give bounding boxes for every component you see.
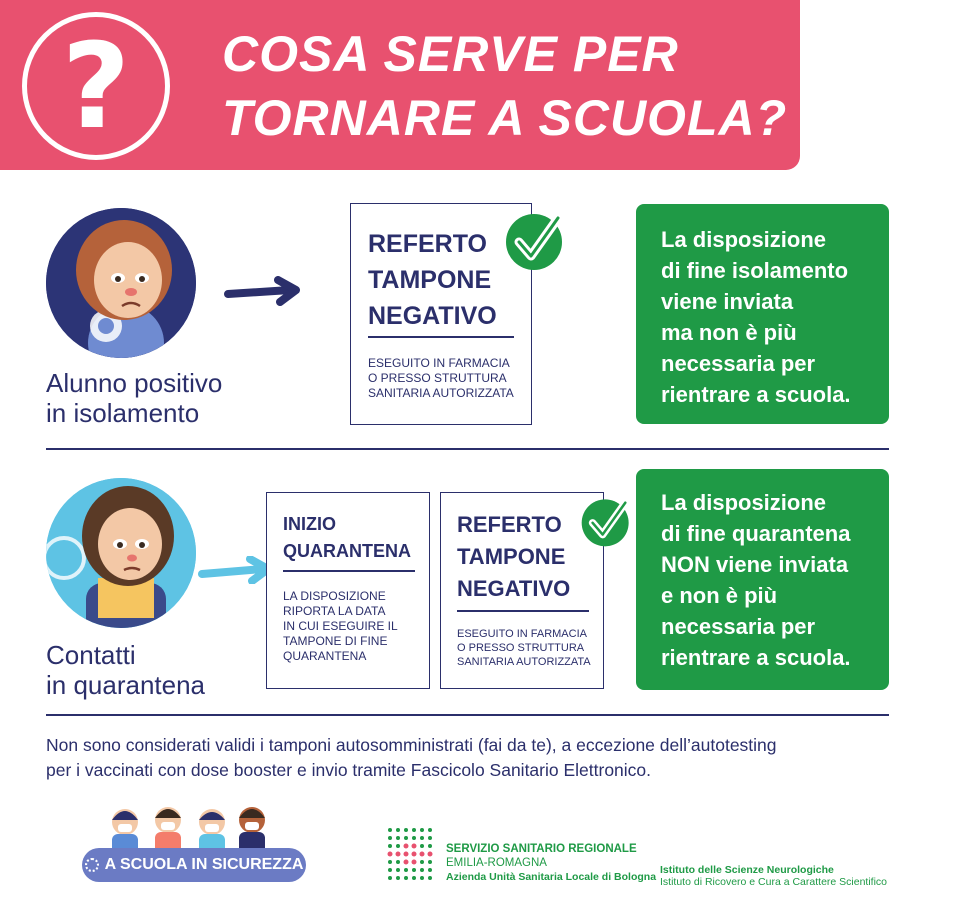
page-title	[222, 22, 787, 150]
checkmark-icon	[580, 496, 632, 548]
card-title: INIZIO QUARANTENA	[283, 514, 411, 561]
section-divider	[46, 714, 889, 716]
title-line-2: TORNARE A SCUOLA?	[222, 90, 788, 146]
sick-student-illustration	[46, 208, 196, 358]
card-title: REFERTO TAMPONE NEGATIVO	[457, 512, 571, 601]
section-divider	[46, 448, 889, 450]
quarantine-start-card	[266, 492, 430, 689]
checkmark-icon	[504, 210, 566, 272]
header-banner	[0, 0, 800, 170]
isolation-result-box: La disposizione di fine isolamento viene inviata ma non è più necessaria per rientrare a scuola.	[636, 204, 889, 424]
footer-note: Non sono considerati validi i tamponi autosomministrati (fai da te), a eccezione dell’autotesting per i vaccinati con dose booster e invio tramite Fascicolo Sanitario Elettronico.	[46, 735, 777, 780]
arrow-right-icon	[198, 556, 274, 584]
arrow-right-icon	[224, 276, 302, 306]
masked-children-illustration	[100, 800, 280, 854]
title-line-1: COSA SERVE PER	[222, 26, 679, 82]
quarantine-student-illustration	[46, 478, 196, 628]
card-title: REFERTO TAMPONE NEGATIVO	[368, 230, 497, 330]
card-description: LA DISPOSIZIONE RIPORTA LA DATA IN CUI ESEGUIRE IL TAMPONE DI FINE QUARANTENA	[283, 589, 398, 663]
card-description: ESEGUITO IN FARMACIA O PRESSO STRUTTURA SANITARIA AUTORIZZATA	[457, 628, 591, 668]
student-positive-label: Alunno positivo in isolamento	[46, 368, 223, 428]
safe-school-badge: A SCUOLA IN SICUREZZA	[82, 848, 306, 882]
regional-health-logo	[386, 826, 438, 884]
neuroscience-institute-text: Istituto delle Scienze Neurologiche Istituto di Ricovero e Cura a Carattere Scientifico	[660, 864, 888, 888]
card-description: ESEGUITO IN FARMACIA O PRESSO STRUTTURA SANITARIA AUTORIZZATA	[368, 356, 514, 400]
regional-health-service-text: SERVIZIO SANITARIO REGIONALE EMILIA-ROMAGNA Azienda Unità Sanitaria Locale di Bologna	[446, 843, 657, 883]
virus-icon	[85, 858, 99, 872]
question-mark-icon: ?	[22, 12, 170, 160]
quarantine-result-box: La disposizione di fine quarantena NON viene inviata e non è più necessaria per rientrare a scuola.	[636, 469, 889, 690]
contacts-quarantine-label: Contatti in quarantena	[46, 640, 206, 700]
